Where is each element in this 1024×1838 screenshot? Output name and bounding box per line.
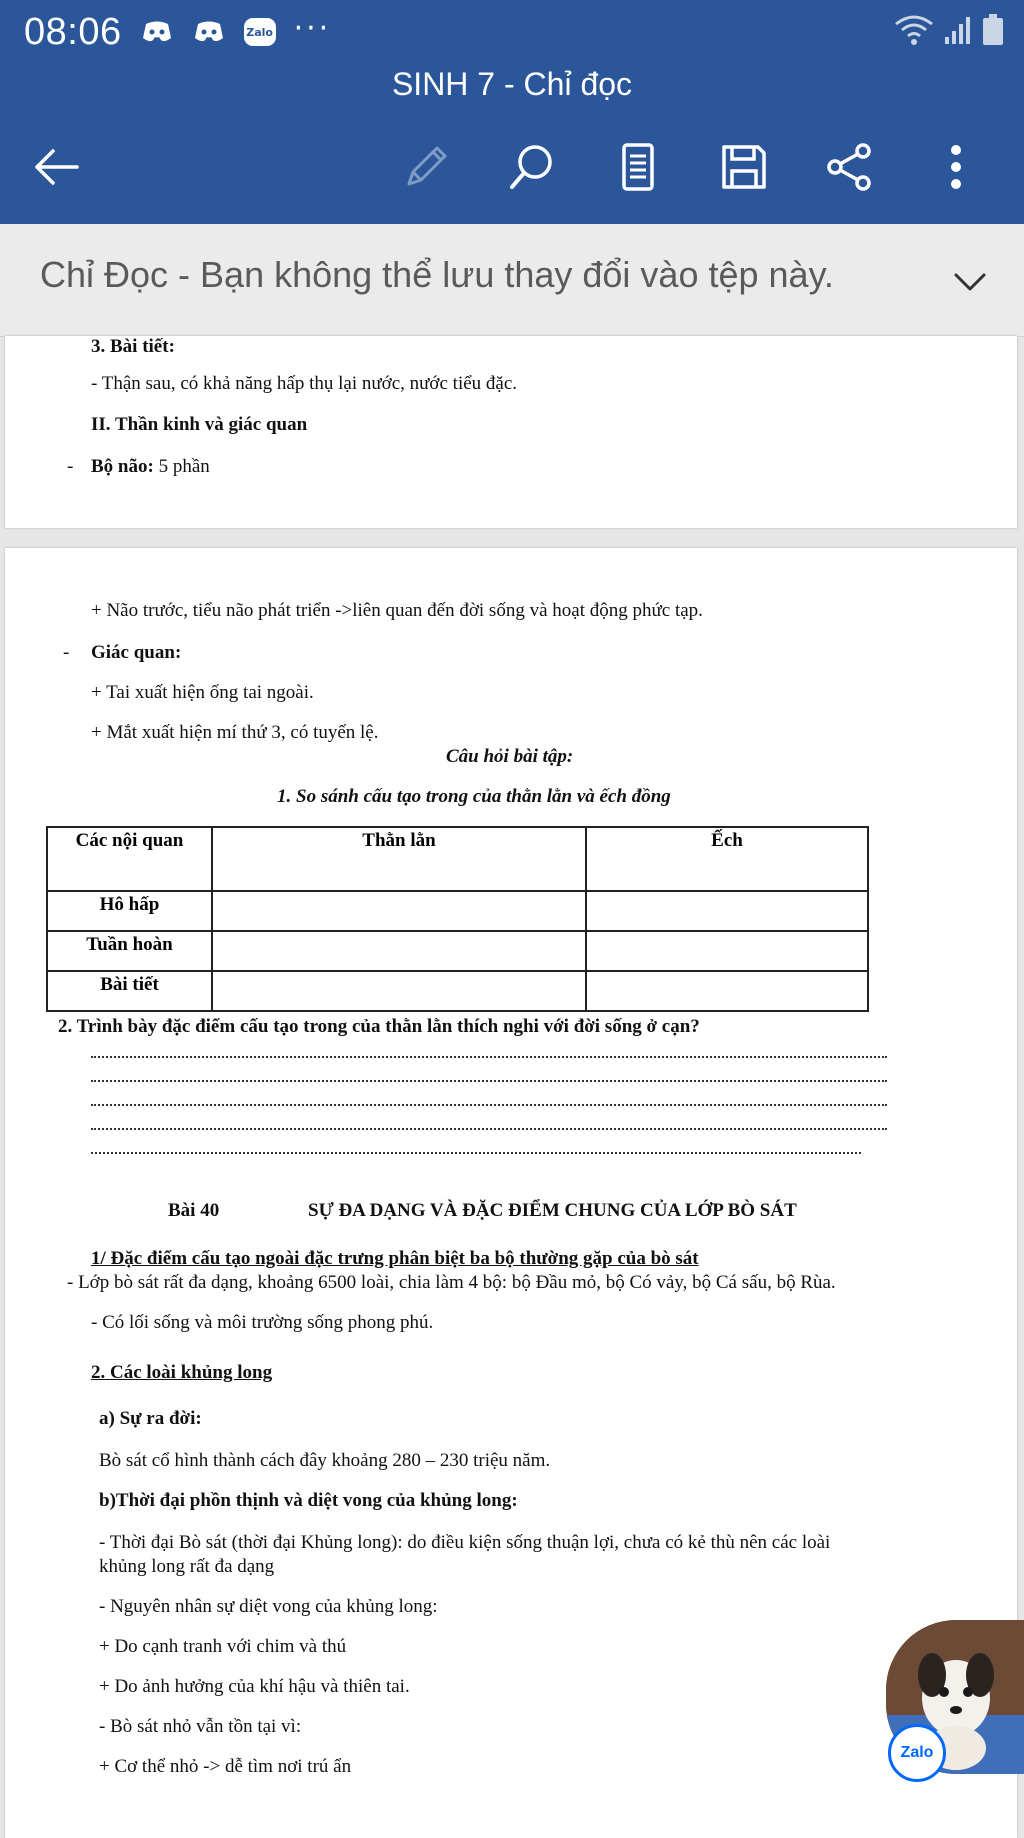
heading-than-kinh: II. Thần kinh và giác quan [91,414,308,435]
table-cell [212,931,586,971]
text-line: Bộ não: 5 phần [91,456,210,477]
text-line: - Bò sát nhỏ vẫn tồn tại vì: [99,1716,302,1737]
text-line: + Tai xuất hiện ống tai ngoài. [91,682,314,703]
answer-line [91,1080,887,1082]
table-cell: Hô hấp [47,891,212,931]
text-line: + Não trước, tiểu não phát triển ->liên quan đến đời sống và hoạt động phức tạp. [91,600,703,621]
table-header-cell: Các nội quan [47,827,212,891]
share-icon[interactable] [818,132,882,202]
zalo-icon: Zalo [244,18,276,46]
table-cell: Bài tiết [47,971,212,1011]
table-cell [212,891,586,931]
toolbar [0,132,1024,202]
table-cell: Tuần hoàn [47,931,212,971]
discord-icon [192,17,226,47]
app-bar [0,0,1024,224]
table-cell [212,971,586,1011]
answer-line [91,1056,887,1058]
document-title: SINH 7 - Chỉ đọc [391,66,633,102]
back-arrow-icon[interactable] [24,132,88,202]
bullet-dash: - [67,456,74,477]
text-line: - Thận sau, có khả năng hấp thụ lại nước, nước tiểu đặc. [91,373,518,394]
text-line: + Do ảnh hưởng của khí hậu và thiên tai. [99,1676,410,1697]
question-section-title: Câu hỏi bài tập: [446,746,574,767]
document-page-1 [5,336,1017,528]
chevron-down-icon[interactable] [950,262,990,302]
subsection-a: a) Sự ra đời: [99,1408,202,1429]
lesson-title: SỰ ĐA DẠNG VÀ ĐẶC ĐIỂM CHUNG CỦA LỚP BÒ SÁT [308,1200,797,1221]
table-row [47,891,868,931]
discord-icon [140,17,174,47]
subsection-b: b)Thời đại phồn thịnh và diệt vong của khủng long: [99,1490,518,1511]
text-line: - Lớp bò sát rất đa dạng, khoảng 6500 loài, chia làm 4 bộ: bộ Đầu mỏ, bộ Có vảy, bộ Cá sấu, bộ Rùa. [67,1272,836,1293]
text-line: - Có lối sống và môi trường sống phong phú. [91,1312,434,1333]
battery-icon [982,14,1004,50]
bullet-dash: - [63,642,70,663]
search-icon[interactable] [500,132,564,202]
text-line: + Do cạnh tranh với chim và thú [99,1636,347,1657]
zalo-badge: Zalo [888,1724,946,1782]
text-line: - Nguyên nhân sự diệt vong của khủng long: [99,1596,438,1617]
text-line: Bò sát cổ hình thành cách đây khoảng 280 – 230 triệu năm. [99,1450,551,1471]
table-cell [586,891,868,931]
table-row [47,971,868,1011]
text-line: + Cơ thể nhỏ -> dễ tìm nơi trú ẩn [99,1756,352,1777]
heading-giac-quan: Giác quan: [91,642,182,663]
signal-icon [944,15,972,49]
read-only-banner[interactable] [0,224,1024,337]
question-1: 1. So sánh cấu tạo trong của thằn lằn và ếch đồng [277,786,671,807]
section-1-heading: 1/ Đặc điểm cấu tạo ngoài đặc trưng phân biệt ba bộ thường gặp của bò sát [91,1248,699,1269]
section-2-heading: 2. Các loài khủng long [91,1362,273,1383]
answer-line [91,1152,861,1154]
status-bar [24,8,331,56]
reading-view-icon[interactable] [606,132,670,202]
table-header-cell: Thằn lằn [212,827,586,891]
read-only-message: Chỉ Đọc - Bạn không thể lưu thay đổi vào tệp này. [40,254,834,295]
table-header-row [47,827,868,891]
answer-line [91,1128,887,1130]
text-line: + Mắt xuất hiện mí thứ 3, có tuyến lệ. [91,722,379,743]
text-line: - Thời đại Bò sát (thời đại Khủng long): do điều kiện sống thuận lợi, chưa có kẻ thù nên các loài [99,1532,831,1553]
more-notifications-icon: ··· [293,10,332,46]
table-cell [586,931,868,971]
heading-bai-tiet: 3. Bài tiết: [91,336,175,357]
wifi-icon [894,14,934,50]
more-vert-icon[interactable] [924,132,988,202]
save-icon[interactable] [712,132,776,202]
comparison-table [46,826,869,1012]
pencil-icon[interactable] [394,132,458,202]
answer-line [91,1104,887,1106]
table-row [47,931,868,971]
table-header-cell: Ếch [586,827,868,891]
question-2: 2. Trình bày đặc điểm cấu tạo trong của thằn lằn thích nghi với đời sống ở cạn? [58,1016,700,1037]
text-line: khủng long rất đa dạng [99,1556,275,1577]
status-time: 08:06 [24,10,122,53]
table-cell [586,971,868,1011]
lesson-number: Bài 40 [168,1200,220,1221]
status-indicators [894,10,1004,54]
